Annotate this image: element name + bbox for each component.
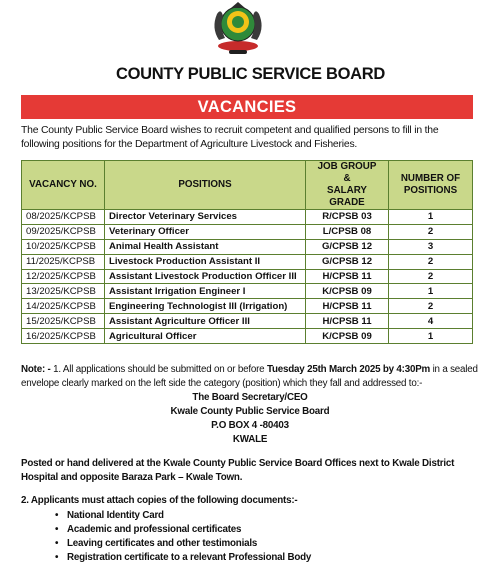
attachments-heading: 2. Applicants must attach copies of the following documents:- — [21, 495, 298, 506]
header-number-of-positions — [389, 161, 473, 210]
number-cell: 1 — [389, 329, 473, 344]
vacancy-no-cell: 09/2025/KCPSB — [22, 224, 105, 239]
vacancy-no-cell: 08/2025/KCPSB — [22, 210, 105, 225]
job-group-cell: L/CPSB 08 — [306, 224, 389, 239]
table-row — [22, 210, 473, 225]
header-number-line1: NUMBER OF — [400, 173, 461, 184]
job-group-cell: R/CPSB 03 — [306, 210, 389, 225]
table-row — [22, 314, 473, 329]
position-cell: Assistant Irrigation Engineer I — [105, 284, 306, 299]
bullet-icon: • — [55, 537, 59, 549]
table-row — [22, 329, 473, 344]
list-item: • Academic and professional certificates — [55, 523, 242, 535]
documents-list — [21, 509, 479, 565]
header-job-group-line1: JOB GROUP — [317, 161, 377, 172]
address-line: P.O BOX 4 -80403 — [211, 420, 289, 431]
address-block — [21, 391, 479, 447]
number-cell: 2 — [389, 254, 473, 269]
vacancy-no-cell: 12/2025/KCPSB — [22, 269, 105, 284]
address-line: Kwale County Public Service Board — [170, 406, 330, 417]
page-title: COUNTY PUBLIC SERVICE BOARD — [115, 65, 386, 83]
list-item: • Registration certificate to a relevant Professional Body — [55, 551, 312, 563]
vacancy-no-cell: 11/2025/KCPSB — [22, 254, 105, 269]
number-cell: 4 — [389, 314, 473, 329]
table-row — [22, 224, 473, 239]
number-cell: 2 — [389, 224, 473, 239]
table-row — [22, 254, 473, 269]
position-cell: Agricultural Officer — [105, 329, 306, 344]
bullet-icon: • — [55, 523, 59, 535]
job-group-cell: H/CPSB 11 — [306, 299, 389, 314]
number-cell: 1 — [389, 210, 473, 225]
vacancies-banner: VACANCIES — [21, 95, 473, 119]
position-cell: Engineering Technologist III (Irrigation) — [105, 299, 306, 314]
header-positions: POSITIONS — [105, 161, 306, 210]
job-group-cell: K/CPSB 09 — [306, 329, 389, 344]
list-item: • Leaving certificates and other testimonials — [55, 537, 258, 549]
address-line: KWALE — [232, 434, 268, 445]
vacancy-no-cell: 10/2025/KCPSB — [22, 239, 105, 254]
number-cell: 2 — [389, 299, 473, 314]
note-1 — [21, 363, 479, 390]
note-text-2: in a sealed envelope clearly marked on the left side the category (position) which they fall and addressed to:- — [21, 364, 478, 389]
header-job-group-line3: SALARY GRADE — [327, 185, 367, 208]
vacancy-no-cell: 13/2025/KCPSB — [22, 284, 105, 299]
header-job-group-line2: & — [343, 173, 351, 184]
position-cell: Livestock Production Assistant II — [105, 254, 306, 269]
address-line: The Board Secretary/CEO — [192, 392, 308, 403]
job-group-cell: G/CPSB 12 — [306, 254, 389, 269]
delivery-instructions: Posted or hand delivered at the Kwale County Public Service Board Offices next to Kwale District Hospital and opposite Baraza Park – Kwale Town. — [21, 458, 455, 483]
job-group-cell: H/CPSB 11 — [306, 269, 389, 284]
vacancy-no-cell: 14/2025/KCPSB — [22, 299, 105, 314]
position-cell: Veterinary Officer — [105, 224, 306, 239]
intro-paragraph: The County Public Service Board wishes to recruit competent and qualified persons to fill in the following positions for the Department of Agriculture Livestock and Fisheries. — [21, 125, 439, 150]
list-item: • National Identity Card — [55, 509, 164, 521]
note-text-1: 1. All applications should be submitted on or before — [50, 364, 267, 375]
header-vacancy-no: VACANCY NO. — [22, 161, 105, 210]
vacancy-no-cell: 16/2025/KCPSB — [22, 329, 105, 344]
header-number-line2: POSITIONS — [403, 185, 458, 196]
table-header-row — [22, 161, 473, 210]
job-group-cell: K/CPSB 09 — [306, 284, 389, 299]
position-cell: Animal Health Assistant — [105, 239, 306, 254]
table-row — [22, 299, 473, 314]
bullet-icon: • — [55, 509, 59, 521]
job-group-cell: H/CPSB 11 — [306, 314, 389, 329]
position-cell: Assistant Livestock Production Officer III — [105, 269, 306, 284]
number-cell: 2 — [389, 269, 473, 284]
notes-section — [21, 363, 479, 565]
bullet-icon: • — [55, 551, 59, 563]
note-label: Note: - — [21, 364, 51, 375]
vacancies-table — [21, 160, 473, 344]
number-cell: 1 — [389, 284, 473, 299]
county-crest-logo — [205, 0, 271, 56]
job-group-cell: G/CPSB 12 — [306, 239, 389, 254]
table-row — [22, 239, 473, 254]
table-row — [22, 284, 473, 299]
position-cell: Assistant Agriculture Officer III — [105, 314, 306, 329]
deadline: Tuesday 25th March 2025 by 4:30Pm — [266, 364, 431, 375]
table-row — [22, 269, 473, 284]
header-job-group — [306, 161, 389, 210]
vacancy-no-cell: 15/2025/KCPSB — [22, 314, 105, 329]
number-cell: 3 — [389, 239, 473, 254]
position-cell: Director Veterinary Services — [105, 210, 306, 225]
